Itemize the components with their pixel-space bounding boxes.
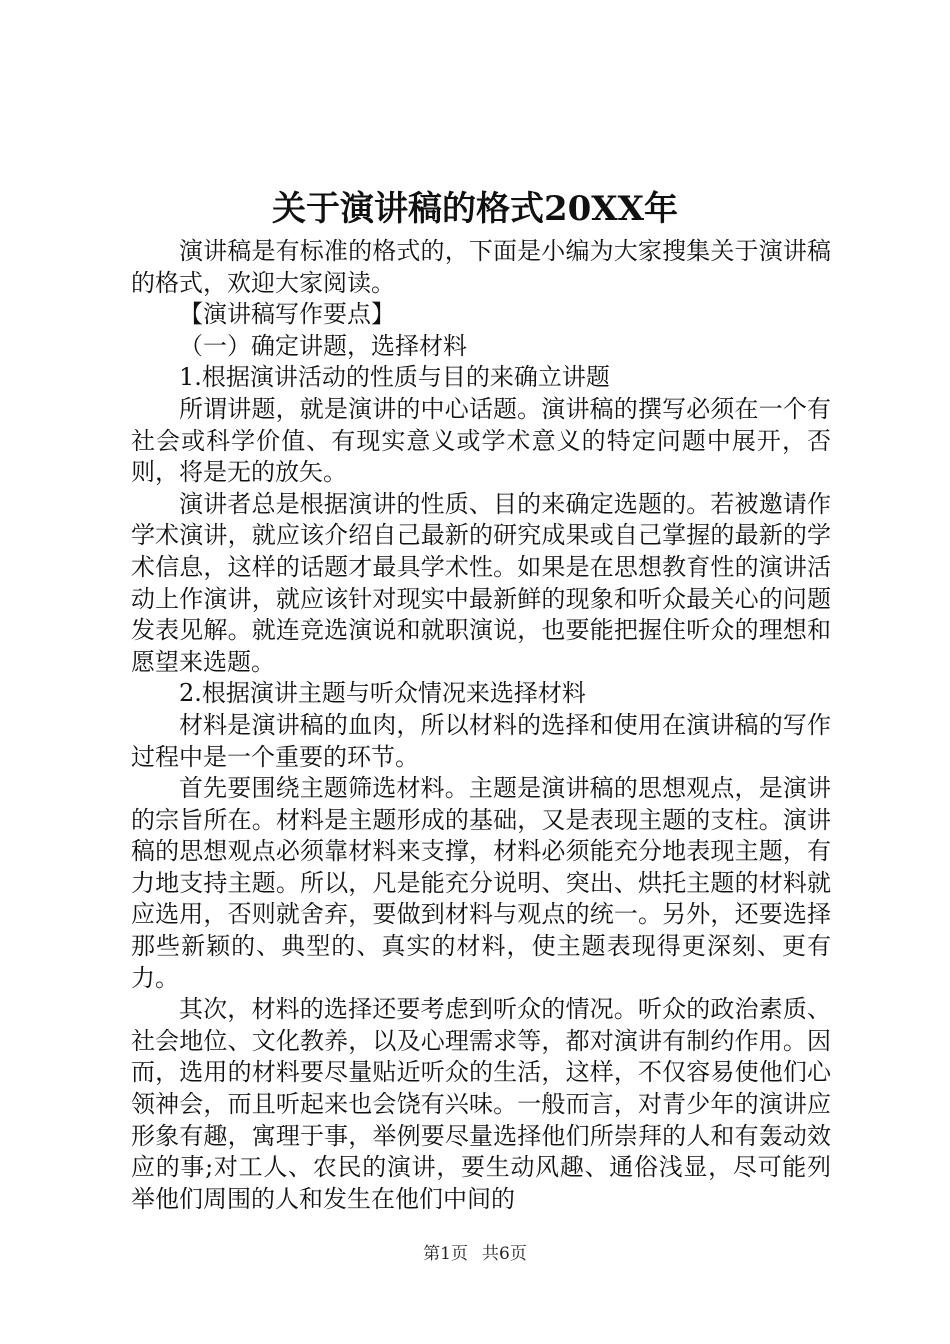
paragraph-material-theme: 首先要围绕主题筛选材料。主题是演讲稿的思想观点，是演讲的宗旨所在。材料是主题形成的基础，又是表现主题的支柱。演讲稿的思想观点必须靠材料来支撑，材料必须能充分地表现主题，有力地支持主题。所以，凡是能充分说明、突出、烘托主题的材料就应选用，否则就舍弃，要做到材料与观点的统一。另外，还要选择那些新颖的、典型的、真实的材料，使主题表现得更深刻、更有力。 xyxy=(131,774,831,992)
paragraph-material-role: 材料是演讲稿的血肉，所以材料的选择和使用在演讲稿的写作过程中是一个重要的环节。 xyxy=(131,710,831,771)
page-total: 共6页 xyxy=(482,1244,527,1264)
paragraph-topic-selection: 演讲者总是根据演讲的性质、目的来确定选题的。若被邀请作学术演讲，就应该介绍自己最新的研究成果或自己掌握的最新的学术信息，这样的话题才最具学术性。如果是在思想教育性的演讲活动上作演讲，就应该针对现实中最新鲜的现象和听众最关心的问题发表见解。就连竞选演说和就职演说，也要能把握住听众的理想和愿望来选题。 xyxy=(131,489,831,676)
section-heading: 【演讲稿写作要点】 xyxy=(179,300,395,329)
paragraph-material-audience: 其次，材料的选择还要考虑到听众的情况。听众的政治素质、社会地位、文化教养，以及心理需求等，都对演讲有制约作用。因而，选用的材料要尽量贴近听众的生活，这样，不仅容易使他们心领神会，而且听起来也会饶有兴味。一般而言，对青少年的演讲应形象有趣，寓理于事，举例要尽量选择他们所崇拜的人和有轰动效应的事;对工人、农民的演讲，要生动风趣、通俗浅显，尽可能列举他们周围的人和发生在他们中间的 xyxy=(131,995,831,1213)
page-footer xyxy=(0,1242,950,1266)
paragraph-intro: 演讲稿是有标准的格式的，下面是小编为大家搜集关于演讲稿的格式，欢迎大家阅读。 xyxy=(131,237,831,297)
point-heading-2: 2.根据演讲主题与听众情况来选择材料 xyxy=(179,679,586,708)
document-title: 关于演讲稿的格式20XX年 xyxy=(271,189,679,229)
document-body xyxy=(131,236,831,1215)
paragraph-topic-definition: 所谓讲题，就是演讲的中心话题。演讲稿的撰写必须在一个有社会或科学价值、有现实意义或学术意义的特定问题中展开，否则，将是无的放矢。 xyxy=(131,394,831,487)
page-number: 第1页 xyxy=(423,1244,468,1264)
point-heading-1: 1.根据演讲活动的性质与目的来确立讲题 xyxy=(179,363,610,392)
subsection-heading: （一）确定讲题，选择材料 xyxy=(179,331,467,360)
